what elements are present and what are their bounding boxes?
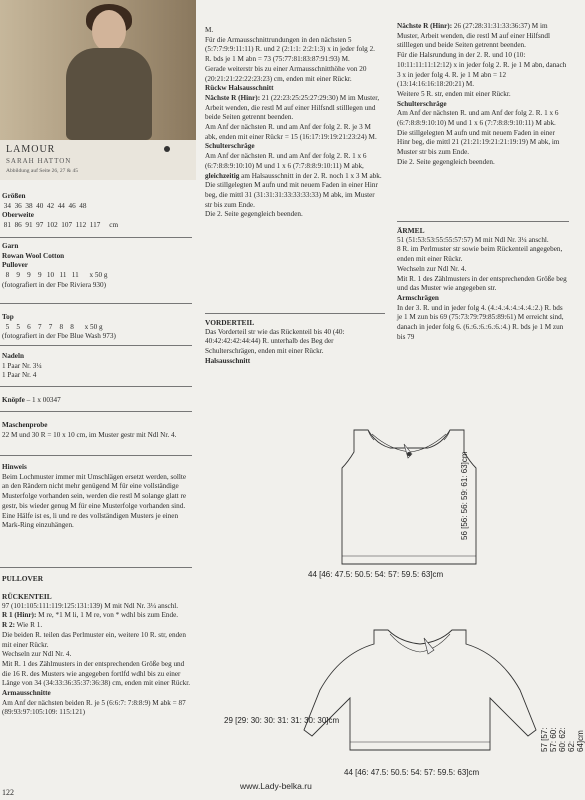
- col2-text-7: Die 2. Seite gegengleich beenden.: [205, 210, 303, 219]
- col3-text-7: 8 R. im Perlmuster str sowie beim Rückenteil angegeben, enden mit einer Rückr.: [397, 245, 563, 264]
- yarn-block: [2, 242, 192, 291]
- top-height-label: 56 [56: 56: 59: 61: 63]cm: [460, 451, 469, 540]
- armhole-label: Armausschnitte: [2, 689, 51, 698]
- top-width-label: 44 [46: 47.5: 50.5: 54: 57: 59.5: 63]cm: [308, 570, 444, 579]
- next-row-text: 26 (27:28:31:31:33:36:37) M im Muster, Arbeit wenden, die restl M auf einer Hilfsndl stilllegen und beide Seiten getrennt beenden.: [397, 22, 551, 50]
- divider: [0, 237, 192, 238]
- pullover-schematic: [300, 620, 540, 770]
- designer-name: SARAH HATTON: [6, 157, 72, 165]
- back-neck-label: Rückw Halsausschnitt: [205, 84, 274, 93]
- front-neck-label: Halsausschnitt: [205, 356, 251, 365]
- gauge-block: [2, 421, 192, 440]
- sleeve-shaping-label: Armschrägen: [397, 293, 439, 302]
- col3-text-6: 51 (51:53:53:55:55:57:57) M mit Ndl Nr. 3¼ anschl.: [397, 235, 549, 244]
- row-1-text: M re, *1 M li, 1 M re, von * wdhl bis zum Ende.: [36, 611, 179, 620]
- photo-reference: Abbildung auf Seite 26, 27 & 45: [6, 168, 78, 174]
- front-title: VORDERTEIL: [205, 318, 255, 327]
- col2-text-4: Am Anf der nächsten R. und am Anf der folg 2. R. je 3 M abk, enden mit einer Rückr = 15 (16:17:19:19:21:23:24) M.: [205, 123, 377, 141]
- col3-text-3: Am Anf der nächsten R. und am Anf der folg 2. R. 1 x 6 (6:7:8:8:9:10:10) M und 1 x 6 (7:7:8:8:9:10:11) M abk.: [397, 109, 559, 128]
- needles-line-2: 1 Paar Nr. 4: [2, 371, 37, 380]
- divider: [0, 345, 192, 346]
- yarn-label: Garn: [2, 242, 19, 250]
- bullet-dot-icon: [164, 146, 170, 152]
- col2-text-5c: am Halsausschnitt in der 2. R. noch 1 x 3 M abk.: [239, 171, 382, 180]
- shoulder-label: Schulterschräge: [397, 99, 447, 108]
- next-row-label: Nächste R (Hinr):: [205, 93, 261, 102]
- buttons-block: [2, 396, 192, 406]
- divider: [0, 411, 192, 412]
- page-number: 122: [2, 788, 14, 797]
- col3-text-8: Wechseln zur Ndl Nr. 4.: [397, 264, 467, 273]
- col2-text-6: Die stillgelegten M aufn und mit neuem Faden in einer Hinr beg, die mittl 31 (31:31:31:33:33:33:33) M abk, im Muster str bis zum Ende.: [205, 181, 378, 209]
- pullover-height-label: 57 [57: 57: 60: 60: 62: 62: 64]cm: [540, 727, 585, 752]
- back-title: RÜCKENTEIL: [2, 592, 52, 601]
- pullover-section-title: [2, 574, 192, 584]
- top-yarn-label: Top: [2, 313, 14, 321]
- col3-text-2: Weitere 5 R. str, enden mit einer Rückr.: [397, 89, 511, 98]
- row-1-label: R 1 (Hinr):: [2, 611, 37, 620]
- buttons-label: Knöpfe: [2, 396, 25, 404]
- back-text-2: Die beiden R. teilen das Perlmuster ein, weitere 10 R. str, enden mit einer Rückr.: [2, 630, 186, 649]
- hint-label: Hinweis: [2, 463, 27, 471]
- divider: [205, 313, 385, 314]
- pattern-title: LAMOUR: [6, 144, 56, 155]
- divider: [0, 303, 192, 304]
- col3-text-9: Mit R. 1 des Zählmusters in der entsprechenden Größe beg und das Muster wie angegeben str.: [397, 274, 567, 293]
- back-cast-on: 97 (101:105:111:119:125:131:139) M mit Ndl Nr. 3¼ anschl.: [2, 601, 179, 610]
- back-text-4: Mit R. 1 des Zählmusters in der entsprechenden Größe beg und die 16 R. des Musters wie angegeben fortlfd wdhl bis zu einer Länge von 34 (34:33:36:35:37:36:38) cm, enden mit einer Rückr.: [2, 659, 191, 688]
- col3-text-5: Die 2. Seite gegengleich beenden.: [397, 157, 495, 166]
- row-2-label: R 2:: [2, 621, 15, 630]
- col2-text-2: Für die Armausschnittrundungen in den nächsten 5 (5:7:7:9:9:11:11) R. und 2 (2:1:1: 2:2:1:3) x in jeder folg 2. R. bds je 1 M abn = 73 (75:77:81:83:87:91:93) M.: [205, 35, 375, 64]
- col3-text-1: Für die Halsrundung in der 2. R. und 10 (10: 10:11:11:11:12:12) x in jeder folg 2. R. je 1 M abn, danach 3 x in jeder folg 4. R. je 1 M abn = 12 (13:14:16:16:18:20:21) M.: [397, 51, 567, 89]
- divider: [0, 455, 192, 456]
- bust-label: Oberweite: [2, 211, 34, 220]
- pullover-title: PULLOVER: [2, 574, 44, 583]
- pullover-yarn-values: 8 9 9 9 10 11 11 x 50 g: [2, 271, 108, 280]
- col2-text-3: Gerade weiterstr bis zu einer Armausschnitthöhe von 20 (20:21:21:22:22:23:23) cm, enden mit einer Rückr.: [205, 64, 367, 83]
- website-footer: www.Lady-belka.ru: [240, 781, 312, 791]
- column-2: [205, 26, 383, 220]
- gauge-label: Maschenprobe: [2, 421, 48, 429]
- sizes-values: 34 36 38 40 42 44 46 48: [2, 201, 87, 210]
- col2-text-5b: gleichzeitig: [205, 171, 240, 180]
- col3-text-10: In der 3. R. und in jeder folg 4. (4.:4.:4.:4.:4.:4.:2.) R. bds je 1 M zun bis 69 (75:73:79:79:85:89:61) M erreicht sind, danach in jeder folg 6. (6.:6.:6.:6.:6.:4.) R. bds je 1 M zun bis 79: [397, 303, 564, 341]
- top-yarn-values: 5 5 6 7 7 8 8 x 50 g: [2, 322, 103, 331]
- sleeve-length-label: 29 [29: 30: 30: 31: 31: 30: 30]cm: [224, 716, 340, 725]
- column-3: [397, 22, 569, 168]
- top-yarn-block: [2, 313, 192, 342]
- yarn-name: Rowan Wool Cotton: [2, 251, 65, 260]
- next-row-label: Nächste R (Hinr):: [397, 22, 453, 30]
- next-row-text: 21 (22:23:25:25:27:29:30) M im Muster, Arbeit wenden, die restl M auf einer Hilfsndl stilllegen und beide Seiten getrennt beenden.: [205, 93, 380, 122]
- buttons-value: – 1 x 00347: [24, 396, 61, 404]
- sizes-label: Größen: [2, 192, 26, 200]
- gauge-text: 22 M und 30 R = 10 x 10 cm, im Muster gestr mit Ndl Nr. 4.: [2, 430, 177, 439]
- divider: [0, 567, 192, 568]
- column-1: [2, 192, 192, 231]
- shoulder-label: Schulterschräge: [205, 142, 255, 151]
- back-section: [2, 592, 192, 718]
- col3-text-4: Die stillgelegten M aufn und mit neuem Faden in einer Hinr beg, die mittl 21 (21:21:19:21:21:19:19) M abk, im Muster str bis zum Ende.: [397, 128, 560, 157]
- front-text: Das Vorderteil str wie das Rückenteil bis 40 (40: 40:42:42:42:44:44) R. unterhalb des Beg der Schulterschrägen, enden mit einer Rückr.: [205, 327, 345, 356]
- pullover-yarn-note: (fotografiert in der Fbe Riviera 930): [2, 280, 106, 289]
- col2-text-5a: Am Anf der nächsten R. und am Anf der folg 2. R. 1 x 6 (6:7:8:8:9:10:10) M und 1 x 6 (7:7:8:8:9:10:11) M abk,: [205, 152, 367, 170]
- front-section: [205, 318, 383, 367]
- divider: [0, 386, 192, 387]
- back-text-3: Wechseln zur Ndl Nr. 4.: [2, 650, 72, 659]
- pullover-width-label: 44 [46: 47.5: 50.5: 54: 57: 59.5: 63]cm: [344, 768, 480, 777]
- needles-line-1: 1 Paar Nr. 3¼: [2, 361, 42, 370]
- armhole-text: Am Anf der nächsten beiden R. je 5 (6:6:7: 7:8:8:9) M abk = 87 (89:93:97:105:109: 115:121): [2, 698, 186, 717]
- top-yarn-note: (fotografiert in der Fbe Blue Wash 973): [2, 332, 116, 341]
- hint-block: [2, 463, 192, 531]
- bust-values: 81 86 91 97 102 107 112 117 cm: [2, 221, 119, 230]
- needles-label: Nadeln: [2, 352, 24, 360]
- top-schematic: [300, 400, 500, 580]
- col2-text-1: M.: [205, 26, 214, 34]
- sleeve-title: ÄRMEL: [397, 226, 425, 235]
- row-2-text: Wie R 1.: [14, 621, 43, 630]
- needles-block: [2, 352, 192, 381]
- pullover-yarn-label: Pullover: [2, 261, 28, 270]
- sleeve-section: [397, 226, 569, 342]
- hint-text: Beim Lochmuster immer mit Umschlägen ersetzt werden, sollte an den Rändern nicht mehr genügend M für eine vollständige Musterfolge vorhanden sein, werden die restl M solange glatt re gestr, bis wieder genug M für eine Musterfolge vorhanden sind. Eine Hälfe ist es, li und re des vollständigen Musters je einen Mark-Ring einzuhängen.: [2, 472, 187, 530]
- divider: [397, 221, 569, 222]
